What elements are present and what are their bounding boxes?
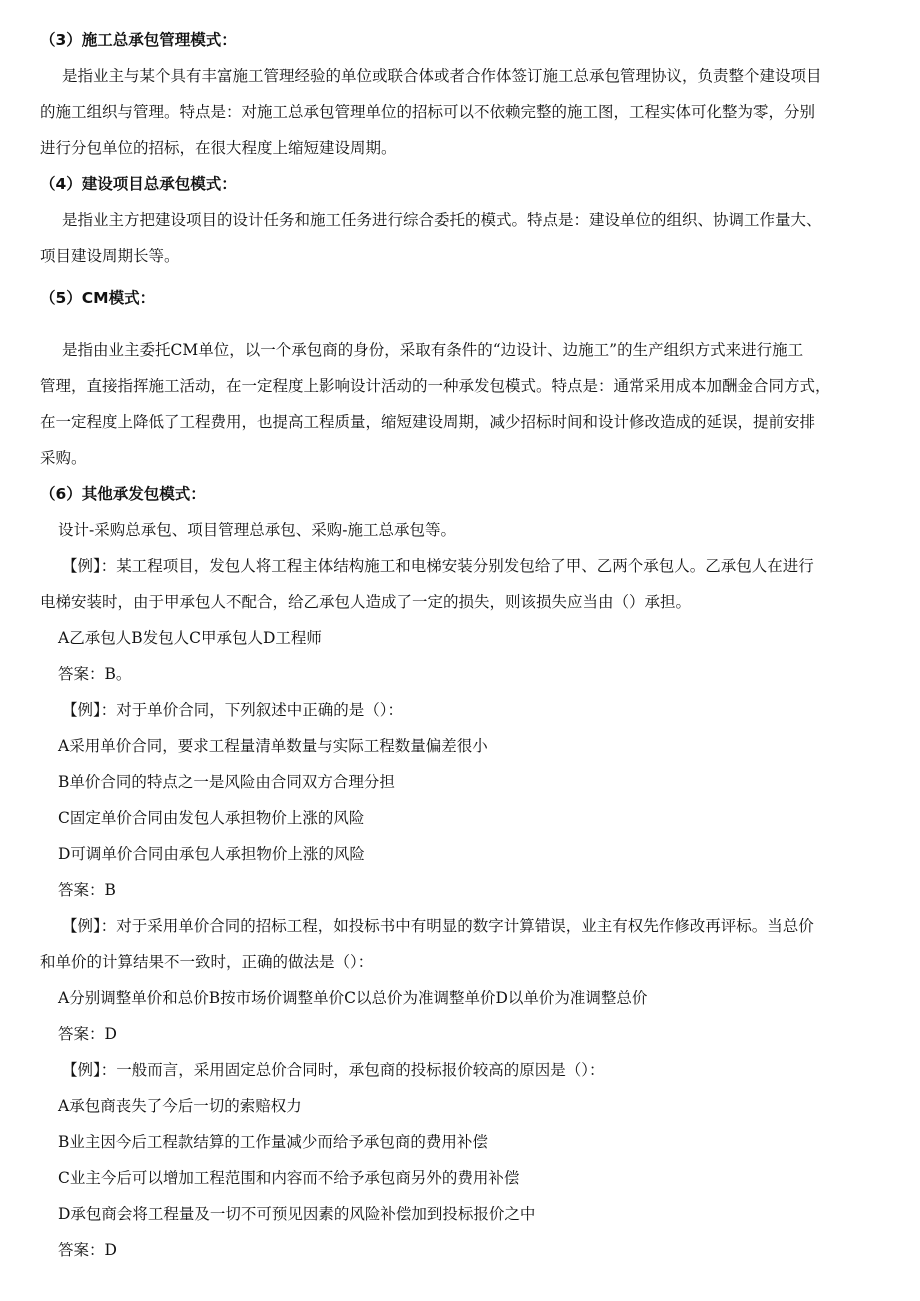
paragraph-line: 是指业主与某个具有丰富施工管理经验的单位或联合体或者合作体签订施工总承包管理协议，负责整个建设项目 [62, 67, 822, 85]
example-option: B单价合同的特点之一是风险由合同双方合理分担 [58, 773, 395, 791]
paragraph-line: 是指业主方把建设项目的设计任务和施工任务进行综合委托的模式。特点是：建设单位的组织、协调工作量大、 [62, 211, 822, 229]
section-heading-6: （6）其他承发包模式： [40, 485, 206, 503]
paragraph-line: 采购。 [40, 449, 87, 467]
section-heading-3: （3）施工总承包管理模式： [40, 31, 237, 49]
example-option: A采用单价合同，要求工程量清单数量与实际工程数量偏差很小 [58, 737, 488, 755]
paragraph-line: 的施工组织与管理。特点是：对施工总承包管理单位的招标可以不依赖完整的施工图，工程实体可化整为零，分别 [40, 103, 816, 121]
example-option: C业主今后可以增加工程范围和内容而不给予承包商另外的费用补偿 [58, 1169, 520, 1187]
paragraph-line: 项目建设周期长等。 [40, 247, 180, 265]
example-option: B业主因今后工程款结算的工作量减少而给予承包商的费用补偿 [58, 1133, 488, 1151]
paragraph-line: 在一定程度上降低了工程费用，也提高工程质量，缩短建设周期，减少招标时间和设计修改造成的延误，提前安排 [40, 413, 816, 431]
paragraph-line: 管理，直接指挥施工活动，在一定程度上影响设计活动的一种承发包模式。特点是：通常采用成本加酬金合同方式， [40, 377, 831, 395]
example-option: A分别调整单价和总价B按市场价调整单价C以总价为准调整单价D以单价为准调整总价 [58, 989, 648, 1007]
example-answer: 答案：D [58, 1025, 117, 1043]
example-answer: 答案：B。 [58, 665, 132, 683]
paragraph-line: 是指由业主委托CM单位，以一个承包商的身份，采取有条件的“边设计、边施工”的生产组织方式来进行施工 [62, 341, 804, 359]
example-option: A乙承包人B发包人C甲承包人D工程师 [58, 629, 322, 647]
section-heading-5: （5）CM模式： [40, 289, 156, 307]
example-question: 和单价的计算结果不一致时，正确的做法是（）： [40, 953, 374, 971]
section-heading-4: （4）建设项目总承包模式： [40, 175, 237, 193]
paragraph-line: 设计-采购总承包、项目管理总承包、采购-施工总承包等。 [58, 521, 456, 539]
paragraph-line: 进行分包单位的招标，在很大程度上缩短建设周期。 [40, 139, 397, 157]
example-answer: 答案：D [58, 1241, 117, 1259]
example-option: A承包商丧失了今后一切的索赔权力 [58, 1097, 302, 1115]
example-answer: 答案：B [58, 881, 116, 899]
example-question: 【例】：对于采用单价合同的招标工程，如投标书中有明显的数字计算错误，业主有权先作修改再评标。当总价 [62, 917, 814, 935]
example-question: 【例】：对于单价合同，下列叙述中正确的是（）： [62, 701, 404, 719]
example-option: D承包商会将工程量及一切不可预见因素的风险补偿加到投标报价之中 [58, 1205, 536, 1223]
example-option: D可调单价合同由承包人承担物价上涨的风险 [58, 845, 365, 863]
example-question: 【例】：一般而言，采用固定总价合同时，承包商的投标报价较高的原因是（）： [62, 1061, 605, 1079]
example-question: 电梯安装时，由于甲承包人不配合，给乙承包人造成了一定的损失，则该损失应当由（）承担。 [40, 593, 692, 611]
example-question: 【例】：某工程项目，发包人将工程主体结构施工和电梯安装分别发包给了甲、乙两个承包人。乙承包人在进行 [62, 557, 814, 575]
example-option: C固定单价合同由发包人承担物价上涨的风险 [58, 809, 365, 827]
